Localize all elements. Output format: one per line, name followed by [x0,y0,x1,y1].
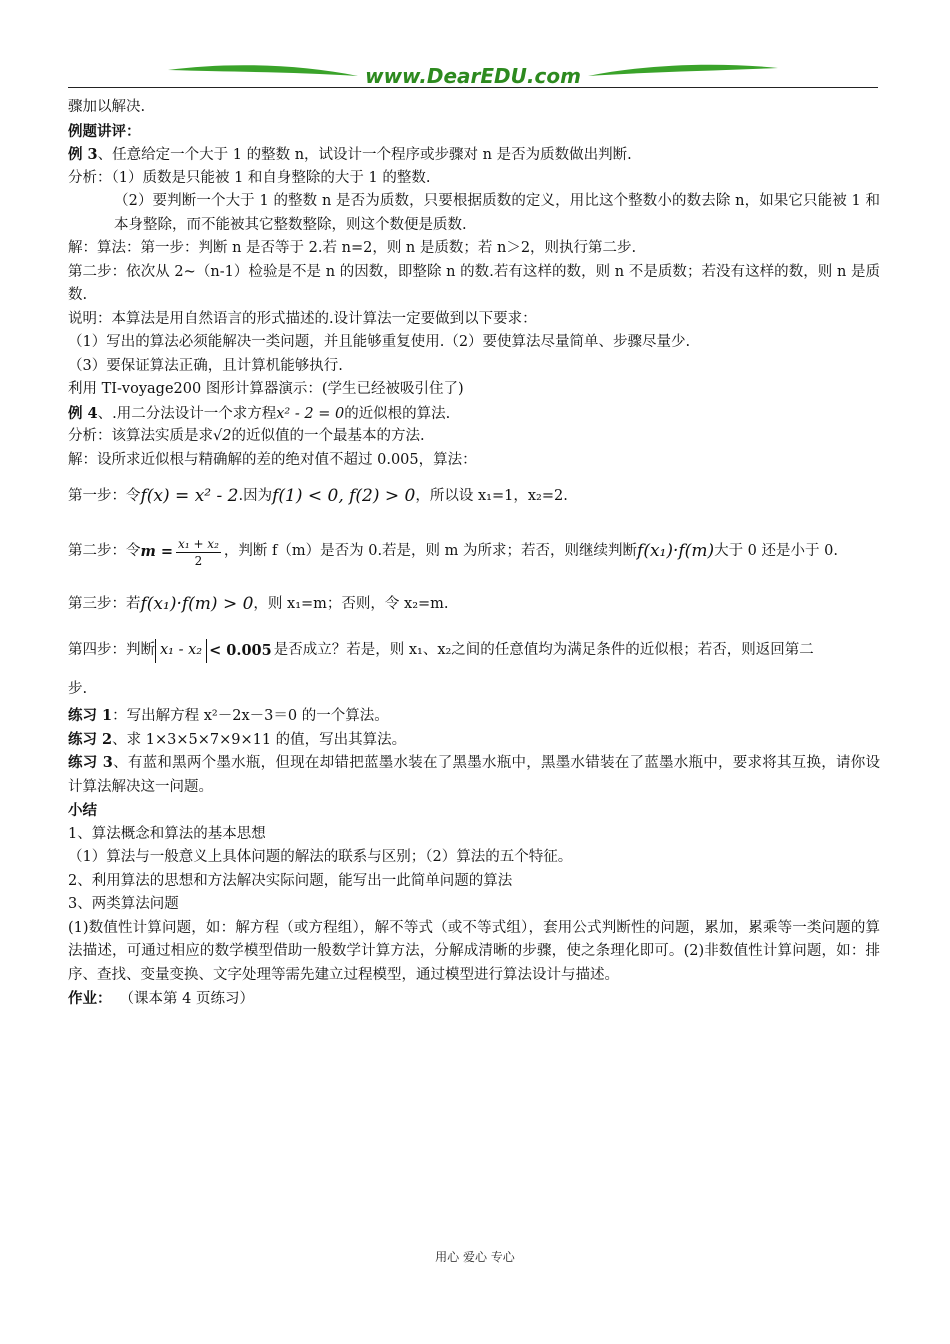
sqrt-two: √2 [213,428,232,444]
practice-1 [68,704,880,728]
note-intro: 说明：本算法是用自然语言的形式描述的.设计算法一定要做到以下要求： [68,310,537,327]
step-1 [68,472,880,522]
practice-3 [68,751,880,799]
example-4 [68,402,880,426]
analysis-4-pre: 分析：该算法实质是求 [68,428,213,444]
practice-1-label: 练习 1 [68,707,113,724]
solution-4-intro: 解：设所求近似根与精确解的差的绝对值不超过 0.005，算法： [68,451,477,468]
practice-2 [68,728,880,752]
example-3 [68,143,880,167]
step-4-post: 是否成立？若是，则 x₁、x₂之间的任意值均为满足条件的近似根；若否，则返回第二 [273,642,814,659]
step-2-product: f(x₁)·f(m) [637,541,715,562]
analysis-4-post: 的近似值的一个最基本的方法. [231,428,425,444]
step-2-m: m = [140,543,174,561]
step-2-post: 大于 0 还是小于 0. [714,543,838,560]
analysis-2: （2）要判断一个大于 1 的整数 n 是否为质数，只要根据质数的定义，用比这个整数小的数去除 n，如果它只能被 1 和本身整除，而不能被其它整数整除，则这个数便是质数. [114,193,880,233]
solution-step-1: 解：算法：第一步：判断 n 是否等于 2.若 n=2，则 n 是质数；若 n＞2，则执行第二步. [68,240,637,256]
practice-3-label: 练习 3 [68,754,113,771]
page-header [68,58,878,90]
summary-5: (1)数值性计算问题，如：解方程（或方程组），解不等式（或不等式组），套用公式判断性的问题，累加，累乘等一类问题的算法描述，可通过相应的数学模型借助一般数学计算方法，分解成清晰的步骤，使之条理化即可。(2)非数值性计算问题，如：排序、查找、变量变换、文字处理等需先建立过程模型，通过模型进行算法设计与描述。 [68,919,880,983]
section-heading-examples: 例题讲评： [68,122,141,140]
example-4-label: 例 4 [68,404,98,422]
example-3-label: 例 3 [68,146,98,163]
step-4-pre: 第四步：判断 [68,642,155,659]
example-4-equation: x² - 2 = 0 [276,405,345,422]
step-1-condition: f(1) < 0, f(2) > 0 [272,486,416,507]
fraction-numerator: x₁ + x₂ [178,536,219,551]
step-4-end: 步. [68,681,88,697]
step-2 [68,522,880,582]
ti-demo: 利用 TI-voyage200 图形计算器演示：(学生已经被吸引住了) [68,381,464,397]
header-swoosh-logo [68,58,878,90]
practice-2-text: 、求 1×3×5×7×9×11 的值，写出其算法。 [112,731,407,748]
step-4-abs: x₁ - x₂ [155,639,207,663]
line-continuation: 骤加以解决. [68,99,146,115]
step-1-mid: .因为 [238,488,273,505]
summary-heading: 小结 [68,802,97,819]
example-4-pre: 、.用二分法设计一个求方程 [97,405,277,422]
step-1-pre: 第一步：令 [68,488,141,505]
step-2-pre: 第二步：令 [68,543,141,560]
solution-step-2: 第二步：依次从 2~（n-1）检验是不是 n 的因数，即整除 n 的数.若有这样的数，则 n 不是质数；若没有这样的数，则 n 是质数. [68,263,880,303]
step-4 [68,628,880,674]
note-requirement-3: （3）要保证算法正确，且计算机能够执行. [68,357,343,374]
step-4-threshold: < 0.005 [209,642,272,660]
step-3-pre: 第三步：若 [68,596,141,613]
note-requirements-1-2: （1）写出的算法必须能解决一类问题，并且能够重复使用.（2）要使算法尽量简单、步骤尽量少. [68,334,691,350]
header-rule [68,87,878,88]
analysis-1: 分析：（1）质数是只能被 1 和自身整除的大于 1 的整数. [68,169,431,186]
analysis-4 [68,425,880,449]
summary-4: 3、两类算法问题 [68,896,179,912]
page-footer: 用心 爱心 专心 [435,1250,515,1264]
fraction-denominator: 2 [194,553,203,568]
homework [68,987,880,1011]
practice-2-label: 练习 2 [68,730,113,748]
practice-1-text: ：写出解方程 x²－2x－3＝0 的一个算法。 [112,708,389,724]
homework-label: 作业： [68,990,112,1007]
step-1-post: ，所以设 x₁=1，x₂=2. [415,488,568,505]
site-name: www.DearEDU.com [365,64,581,88]
practice-3-text: 、有蓝和黑两个墨水瓶，但现在却错把蓝墨水装在了黑墨水瓶中，黑墨水错装在了蓝墨水瓶中，要求将其互换，请你设计算法解决这一问题。 [68,755,881,795]
summary-3: 2、利用算法的思想和方法解决实际问题，能写出一此简单问题的算法 [68,872,513,889]
summary-2: （1）算法与一般意义上具体问题的解法的联系与区别；（2）算法的五个特征。 [68,849,573,865]
step-2-mid: ，判断 f（m）是否为 0.若是，则 m 为所求；若否，则继续判断 [223,543,638,560]
step-3 [68,582,880,628]
document-body [68,96,880,1011]
example-4-post: 的近似根的算法. [344,405,451,422]
step-3-condition: f(x₁)·f(m) > 0 [140,594,254,615]
summary-1: 1、算法概念和算法的基本思想 [68,825,266,842]
example-3-text: 、任意给定一个大于 1 的整数 n，试设计一个程序或步骤对 n 是否为质数做出判断. [97,147,632,163]
midpoint-fraction [176,536,221,569]
homework-text: （课本第 4 页练习） [119,991,254,1007]
step-3-post: ，则 x₁=m；否则，令 x₂=m. [253,596,449,613]
step-1-function: f(x) = x² - 2 [140,486,239,507]
